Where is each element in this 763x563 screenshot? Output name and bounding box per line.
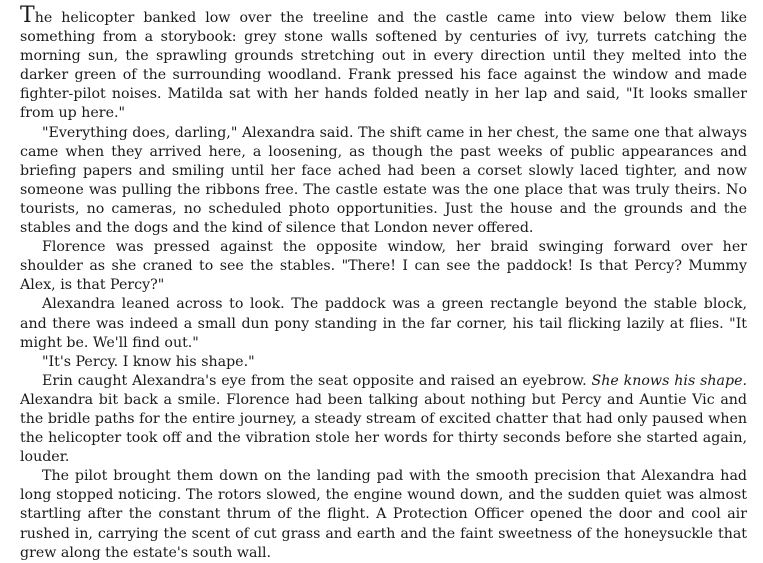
paragraph-5: "It's Percy. I know his shape.": [42, 353, 255, 370]
paragraph-3: Florence was pressed against the opposite window, her braid swinging forward over her shoulder as she craned to see the stables. "There! I can see the paddock! Is that Percy? Mummy Alex, is that Percy?": [20, 239, 747, 294]
paragraph-6: [20, 372, 747, 467]
drop-cap: T: [20, 3, 35, 28]
paragraph-1-text: he helicopter banked low over the treeline and the castle came into view below them like something from a storybook: grey stone walls softened by centuries of ivy, turrets catching the morning sun, the sprawling grounds stretching out in every direction until they melted into the darker green of the surrounding woodland. Frank pressed his face against the window and made fighter-pilot noises. Matilda sat with her hands folded neatly in her lap and said, "It looks smaller from up here.": [20, 10, 747, 122]
paragraph-6-after: Alexandra bit back a smile. Florence had been talking about nothing but Percy and Auntie Vic and the bridle paths for the entire journey, a steady stream of excited chatter that had only paused when the helicopter took off and the vibration stole her words for thirty seconds before she started again, louder.: [20, 391, 747, 466]
paragraph-2: "Everything does, darling," Alexandra said. The shift came in her chest, the same one that always came when they arrived here, a loosening, as though the past weeks of public appearances and briefing papers and smiling until her face ached had been a corset slowly laced tighter, and now someone was pulling the ribbons free. The castle estate was the one place that was truly theirs. No tourists, no cameras, no scheduled photo opportunities. Just the house and the grounds and the stables and the dogs and the kind of silence that London never offered.: [20, 124, 747, 237]
paragraph-4: Alexandra leaned across to look. The paddock was a green rectangle beyond the stable block, and there was indeed a small dun pony standing in the far corner, his tail flicking lazily at flies. "It might be. We'll find out.": [20, 296, 747, 351]
paragraph-1: [20, 3, 747, 124]
paragraph-6-italic: She knows his shape.: [591, 372, 747, 389]
paragraph-6-before: Erin caught Alexandra's eye from the seat opposite and raised an eyebrow.: [42, 372, 592, 389]
paragraph-7: The pilot brought them down on the landing pad with the smooth precision that Alexandra had long stopped noticing. The rotors slowed, the engine wound down, and the sudden quiet was almost startling after the constant thrum of the flight. A Protection Officer opened the door and cool air rushed in, carrying the scent of cut grass and earth and the faint sweetness of the honeysuckle that grew along the estate's south wall.: [20, 468, 747, 561]
